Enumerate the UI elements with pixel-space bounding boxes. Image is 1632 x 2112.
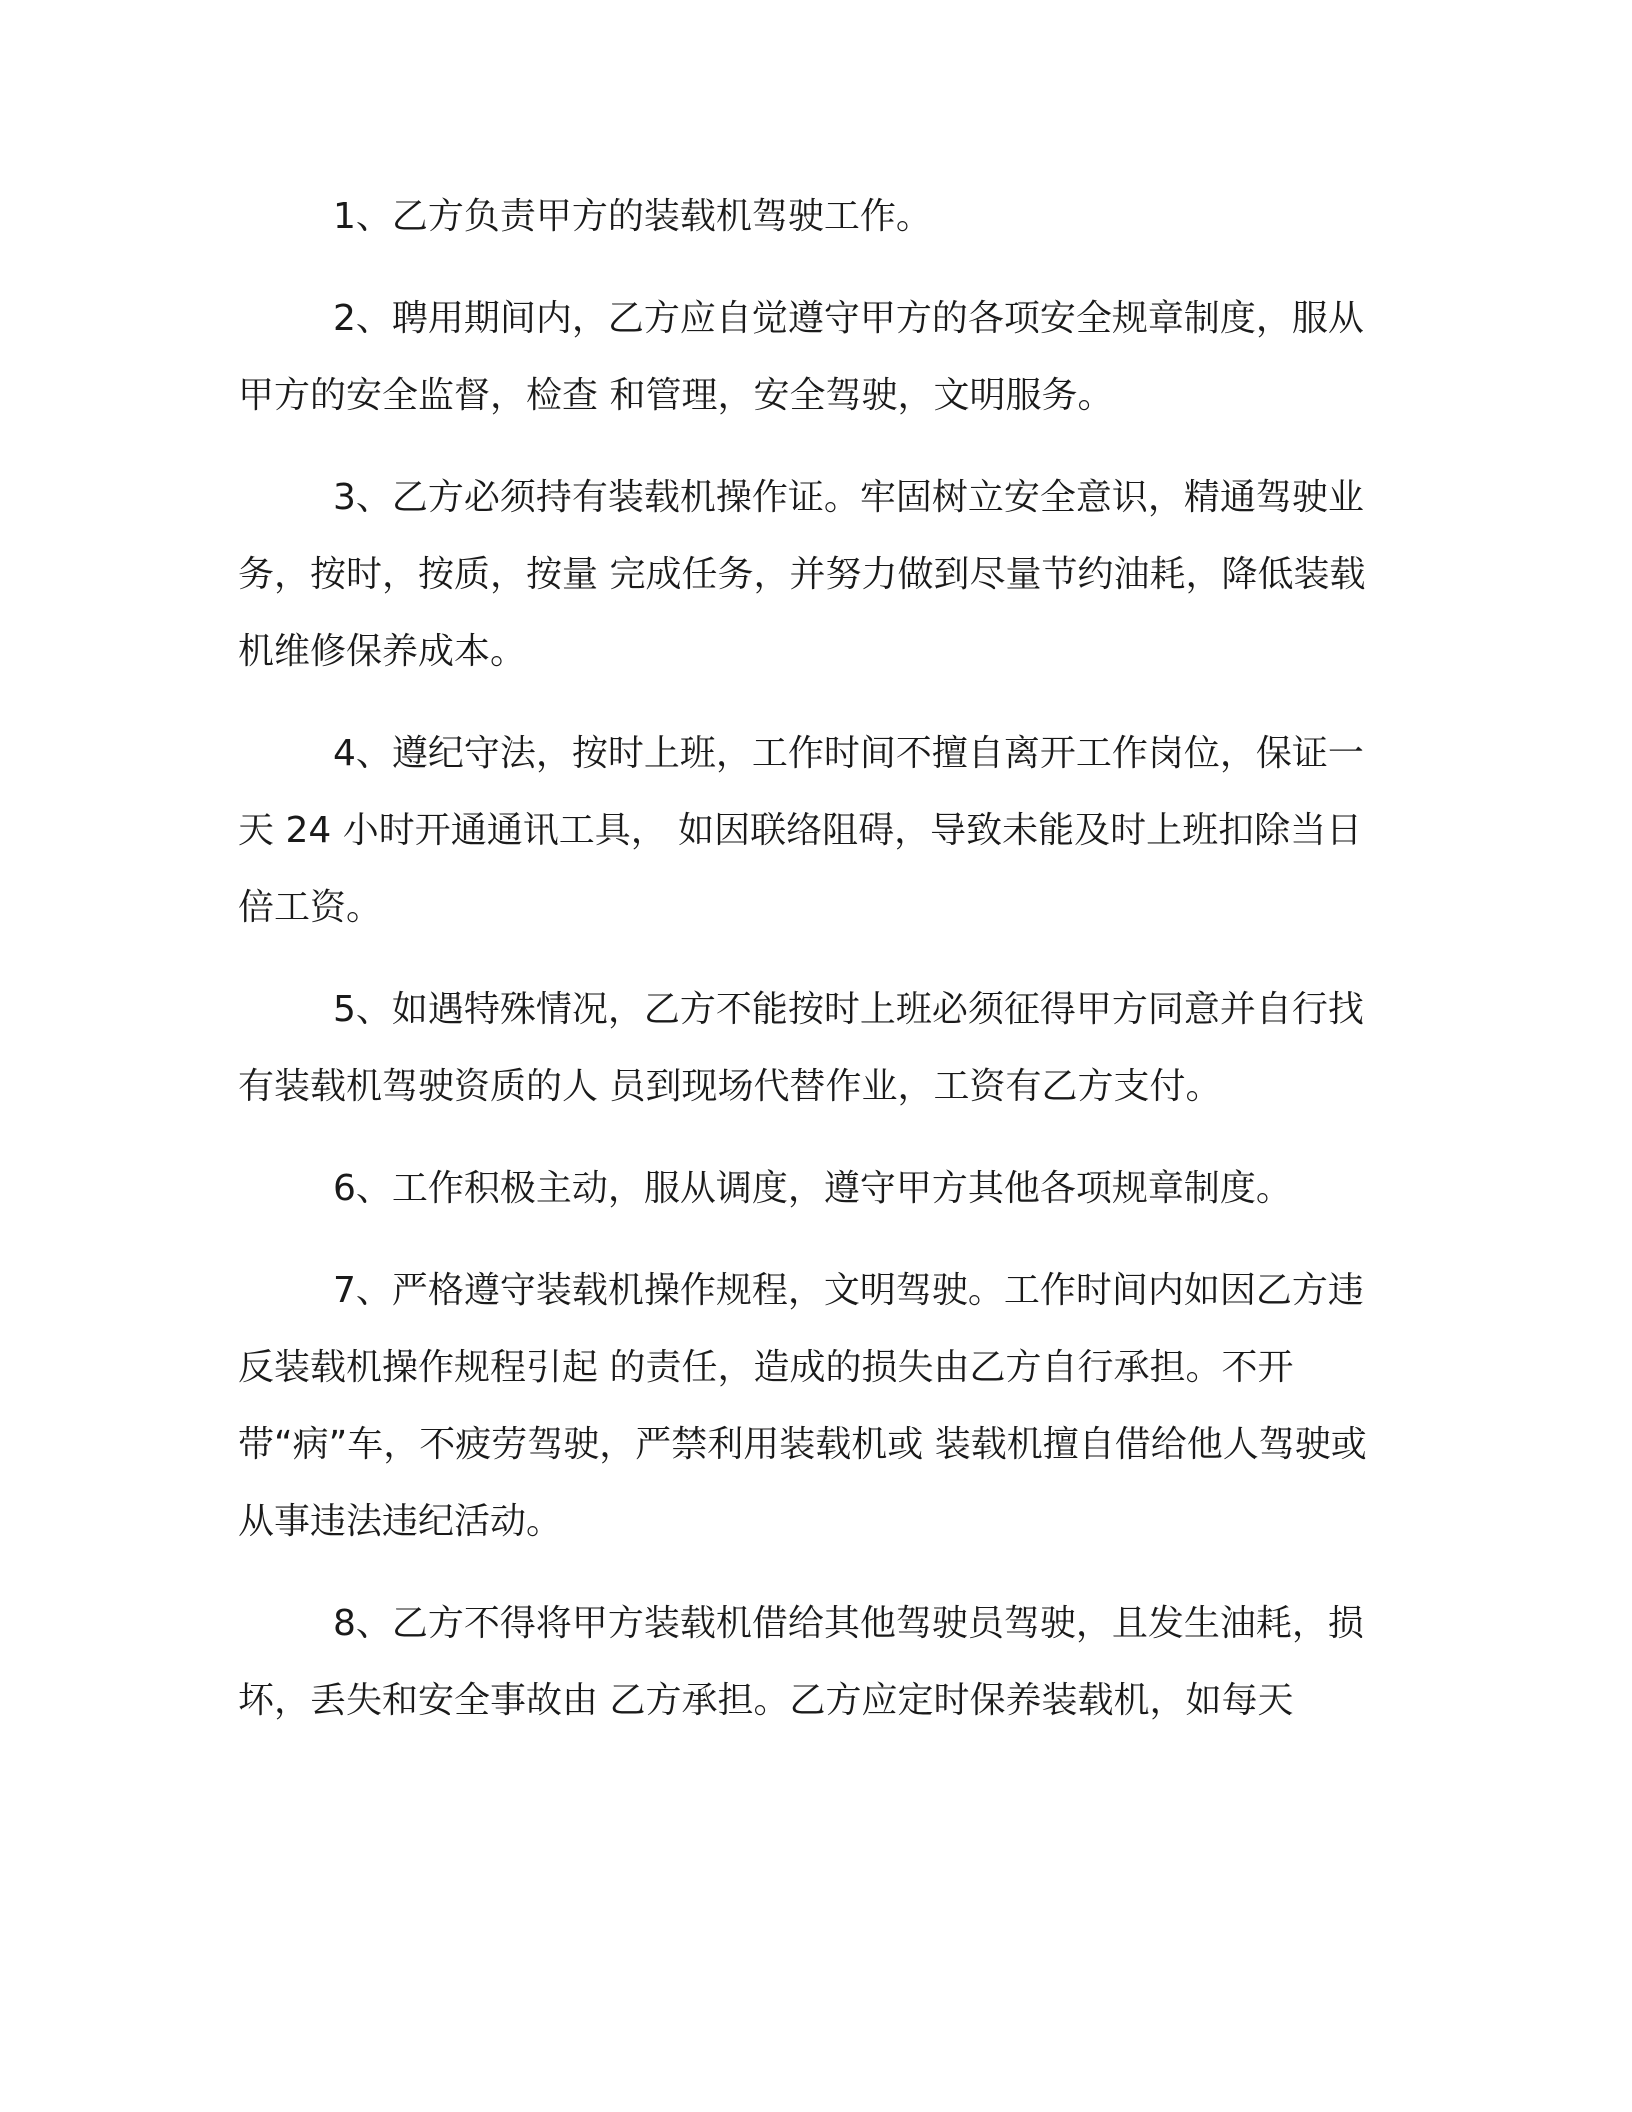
clause-2: 2、聘用期间内，乙方应自觉遵守甲方的各项安全规章制度，服从甲方的安全监督，检查 和管理，安全驾驶，文明服务。 xyxy=(238,298,1364,416)
clause-3: 3、乙方必须持有装载机操作证。牢固树立安全意识，精通驾驶业务，按时，按质，按量 完成任务，并努力做到尽量节约油耗，降低装载机维修保养成本。 xyxy=(238,477,1366,672)
clause-8: 8、乙方不得将甲方装载机借给其他驾驶员驾驶，且发生油耗，损坏，丢失和安全事故由 乙方承担。乙方应定时保养装载机，如每天 xyxy=(238,1603,1364,1721)
clause-4: 4、遵纪守法，按时上班，工作时间不擅自离开工作岗位，保证一天 24 小时开通通讯工具， 如因联络阻碍，导致未能及时上班扣除当日 倍工资。 xyxy=(238,733,1364,928)
clause-6: 6、工作积极主动，服从调度，遵守甲方其他各项规章制度。 xyxy=(333,1168,1292,1209)
document-body xyxy=(238,178,1378,1764)
clause-5: 5、如遇特殊情况，乙方不能按时上班必须征得甲方同意并自行找有装载机驾驶资质的人 员到现场代替作业，工资有乙方支付。 xyxy=(238,989,1364,1107)
clause-1: 1、乙方负责甲方的装载机驾驶工作。 xyxy=(333,196,932,237)
clause-7: 7、严格遵守装载机操作规程，文明驾驶。工作时间内如因乙方违反装载机操作规程引起 的责任，造成的损失由乙方自行承担。不开带“病”车，不疲劳驾驶，严禁利用装载机或 装载机擅自借给他人驾驶或从事违法违纪活动。 xyxy=(238,1270,1367,1542)
